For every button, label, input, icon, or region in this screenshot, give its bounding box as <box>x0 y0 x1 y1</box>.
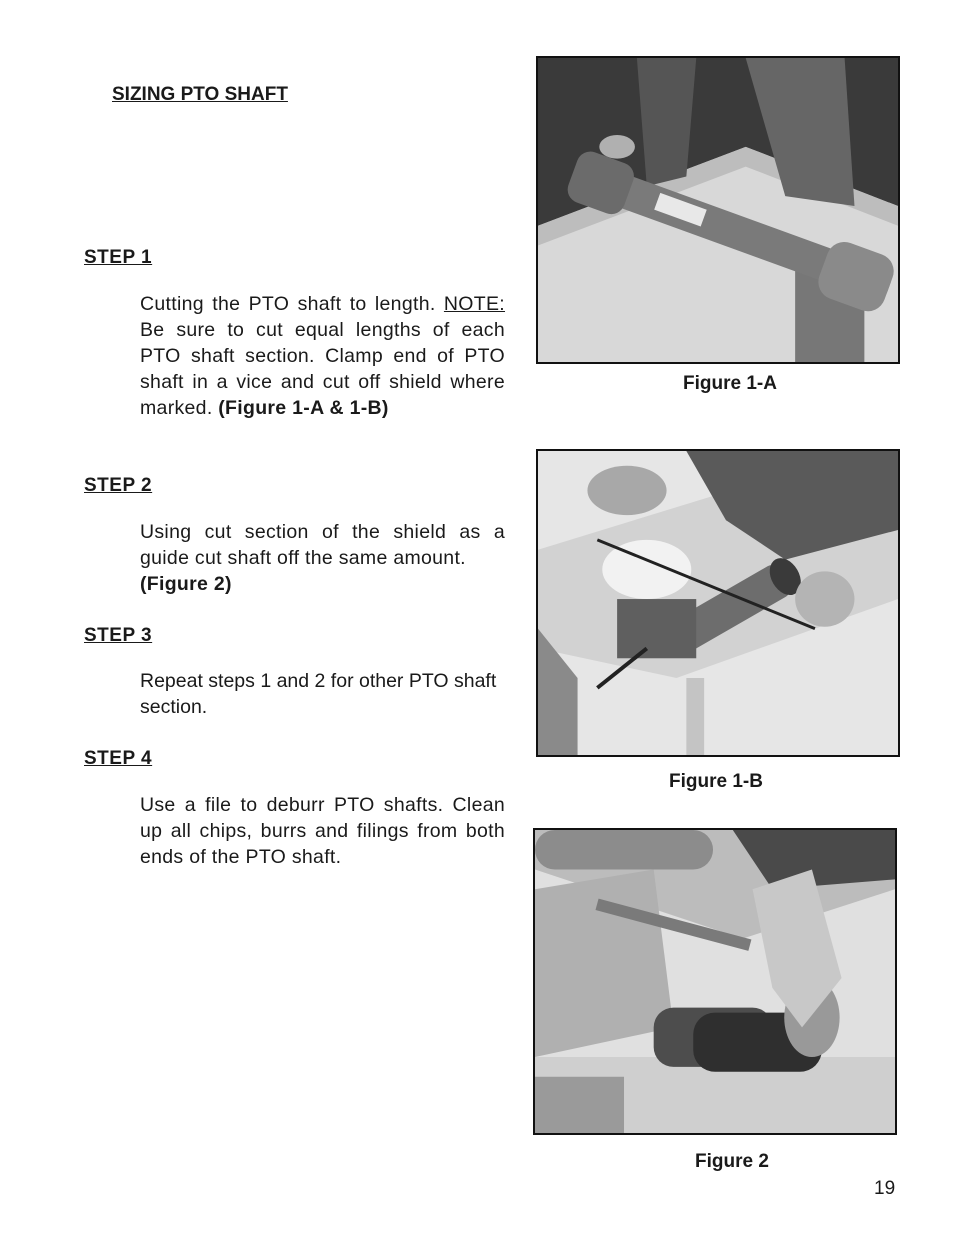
step-2-figure-ref: (Figure 2) <box>140 573 232 595</box>
step-1-heading: STEP 1 <box>84 247 153 268</box>
step-2-heading: STEP 2 <box>84 475 153 496</box>
figure-1b-caption: Figure 1-B <box>669 771 763 792</box>
figure-1a-photo <box>536 56 900 364</box>
step-4-heading: STEP 4 <box>84 748 153 769</box>
page-number: 19 <box>874 1178 896 1199</box>
section-title: SIZING PTO SHAFT <box>112 84 288 105</box>
figure-1b-photo <box>536 449 900 757</box>
step-3-heading: STEP 3 <box>84 625 153 646</box>
note-label: NOTE: <box>443 293 506 315</box>
step-2-instructions: Using cut section of the shield as a guide cut shaft off the same amount. <box>140 521 505 569</box>
step-1-instructions: Be sure to cut equal lengths of each PTO shaft section. Clamp end of PTO shaft in a vice and cut off shield where marked. <box>140 319 505 419</box>
step-3-text: Repeat steps 1 and 2 for other PTO shaft section. <box>140 670 497 718</box>
figure-1a-caption: Figure 1-A <box>683 373 777 394</box>
step-1-intro: Cutting the PTO shaft to length. <box>140 293 436 315</box>
step-4-text: Use a file to deburr PTO shafts. Clean up all chips, burrs and filings from both ends of the PTO shaft. <box>140 794 505 868</box>
step-1-text <box>140 291 505 421</box>
step-2-text <box>140 519 505 597</box>
figure-2-caption: Figure 2 <box>695 1151 769 1172</box>
figure-2-photo <box>533 828 897 1135</box>
step-1-figure-ref: (Figure 1-A & 1-B) <box>218 397 389 419</box>
